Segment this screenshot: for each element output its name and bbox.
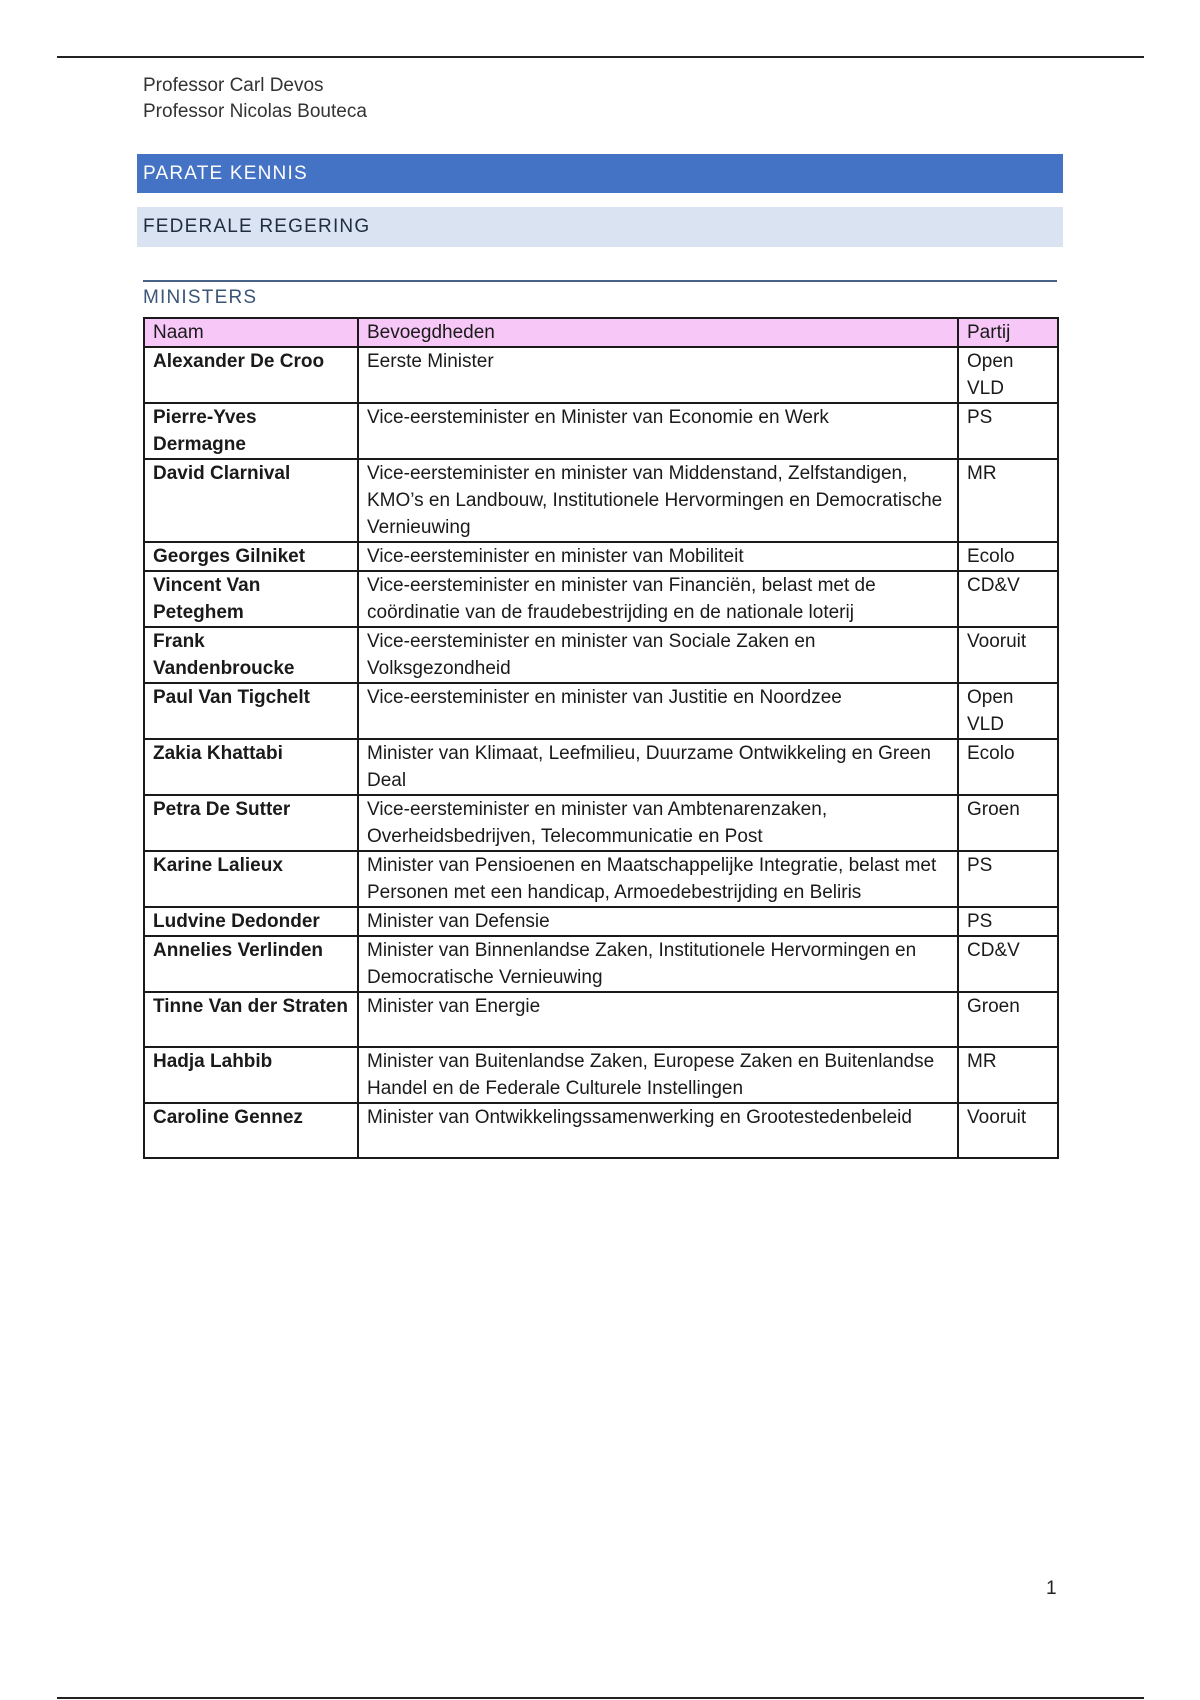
- minister-portfolio: Vice-eersteminister en minister van Mobiliteit: [358, 542, 958, 571]
- minister-portfolio: Minister van Binnenlandse Zaken, Institutionele Hervormingen en Democratische Vernieuwing: [358, 936, 958, 992]
- minister-name: Annelies Verlinden: [144, 936, 358, 992]
- table-row: [144, 627, 1058, 683]
- minister-name: Pierre-Yves Dermagne: [144, 403, 358, 459]
- minister-party: CD&V: [958, 571, 1058, 627]
- column-header-party: Partij: [958, 318, 1058, 347]
- minister-portfolio: Vice-eersteminister en minister van Sociale Zaken en Volksgezondheid: [358, 627, 958, 683]
- minister-party: Vooruit: [958, 1103, 1058, 1158]
- minister-party: MR: [958, 1047, 1058, 1103]
- table-row: [144, 907, 1058, 936]
- author-name: Professor Nicolas Bouteca: [143, 101, 367, 122]
- minister-party: CD&V: [958, 936, 1058, 992]
- table-row: [144, 795, 1058, 851]
- table-row: [144, 936, 1058, 992]
- table-row: [144, 992, 1058, 1047]
- minister-portfolio: Minister van Pensioenen en Maatschappelijke Integratie, belast met Personen met een handicap, Armoedebestrijding en Beliris: [358, 851, 958, 907]
- minister-name: Zakia Khattabi: [144, 739, 358, 795]
- minister-party: Vooruit: [958, 627, 1058, 683]
- minister-portfolio: Vice-eersteminister en Minister van Economie en Werk: [358, 403, 958, 459]
- minister-portfolio: Vice-eersteminister en minister van Middenstand, Zelfstandigen, KMO’s en Landbouw, Institutionele Hervormingen en Democratische Vernieuwing: [358, 459, 958, 542]
- ministers-table: [143, 317, 1059, 1159]
- minister-name: Petra De Sutter: [144, 795, 358, 851]
- minister-name: Vincent Van Peteghem: [144, 571, 358, 627]
- minister-portfolio: Minister van Buitenlandse Zaken, Europese Zaken en Buitenlandse Handel en de Federale Culturele Instellingen: [358, 1047, 958, 1103]
- table-row: [144, 1103, 1058, 1158]
- minister-party: MR: [958, 459, 1058, 542]
- minister-portfolio: Vice-eersteminister en minister van Ambtenarenzaken, Overheidsbedrijven, Telecommunicatie en Post: [358, 795, 958, 851]
- minister-name: Paul Van Tigchelt: [144, 683, 358, 739]
- minister-party: PS: [958, 403, 1058, 459]
- minister-party: Open VLD: [958, 683, 1058, 739]
- minister-party: Ecolo: [958, 739, 1058, 795]
- table-row: [144, 683, 1058, 739]
- minister-portfolio: Minister van Energie: [358, 992, 958, 1047]
- table-row: [144, 1047, 1058, 1103]
- column-header-name: Naam: [144, 318, 358, 347]
- minister-party: Open VLD: [958, 347, 1058, 403]
- minister-name: Georges Gilniket: [144, 542, 358, 571]
- table-row: [144, 542, 1058, 571]
- minister-portfolio: Minister van Defensie: [358, 907, 958, 936]
- page-bottom-rule: [57, 1697, 1144, 1699]
- minister-portfolio: Eerste Minister: [358, 347, 958, 403]
- table-row: [144, 851, 1058, 907]
- page-top-rule: [57, 56, 1144, 58]
- minister-party: PS: [958, 851, 1058, 907]
- minister-name: Alexander De Croo: [144, 347, 358, 403]
- column-header-portfolio: Bevoegdheden: [358, 318, 958, 347]
- table-row: [144, 571, 1058, 627]
- table-heading: MINISTERS: [143, 287, 258, 308]
- minister-name: Ludvine Dedonder: [144, 907, 358, 936]
- author-name: Professor Carl Devos: [143, 75, 324, 96]
- minister-name: Caroline Gennez: [144, 1103, 358, 1158]
- page-number: 1: [1046, 1578, 1057, 1599]
- table-row: [144, 403, 1058, 459]
- minister-portfolio: Vice-eersteminister en minister van Financiën, belast met de coördinatie van de fraudebestrijding en de nationale loterij: [358, 571, 958, 627]
- subheading-rule: [143, 280, 1057, 282]
- minister-portfolio: Vice-eersteminister en minister van Justitie en Noordzee: [358, 683, 958, 739]
- minister-party: Groen: [958, 795, 1058, 851]
- table-row: [144, 739, 1058, 795]
- minister-name: David Clarnival: [144, 459, 358, 542]
- minister-portfolio: Minister van Klimaat, Leefmilieu, Duurzame Ontwikkeling en Green Deal: [358, 739, 958, 795]
- minister-party: Ecolo: [958, 542, 1058, 571]
- minister-name: Hadja Lahbib: [144, 1047, 358, 1103]
- table-header-row: [144, 318, 1058, 347]
- subsection-heading: FEDERALE REGERING: [137, 207, 1063, 247]
- table-row: [144, 347, 1058, 403]
- minister-name: Tinne Van der Straten: [144, 992, 358, 1047]
- author-block: [143, 73, 367, 125]
- minister-name: Frank Vandenbroucke: [144, 627, 358, 683]
- minister-party: Groen: [958, 992, 1058, 1047]
- minister-name: Karine Lalieux: [144, 851, 358, 907]
- minister-party: PS: [958, 907, 1058, 936]
- section-heading: PARATE KENNIS: [137, 154, 1063, 193]
- table-row: [144, 459, 1058, 542]
- minister-portfolio: Minister van Ontwikkelingssamenwerking en Grootestedenbeleid: [358, 1103, 958, 1158]
